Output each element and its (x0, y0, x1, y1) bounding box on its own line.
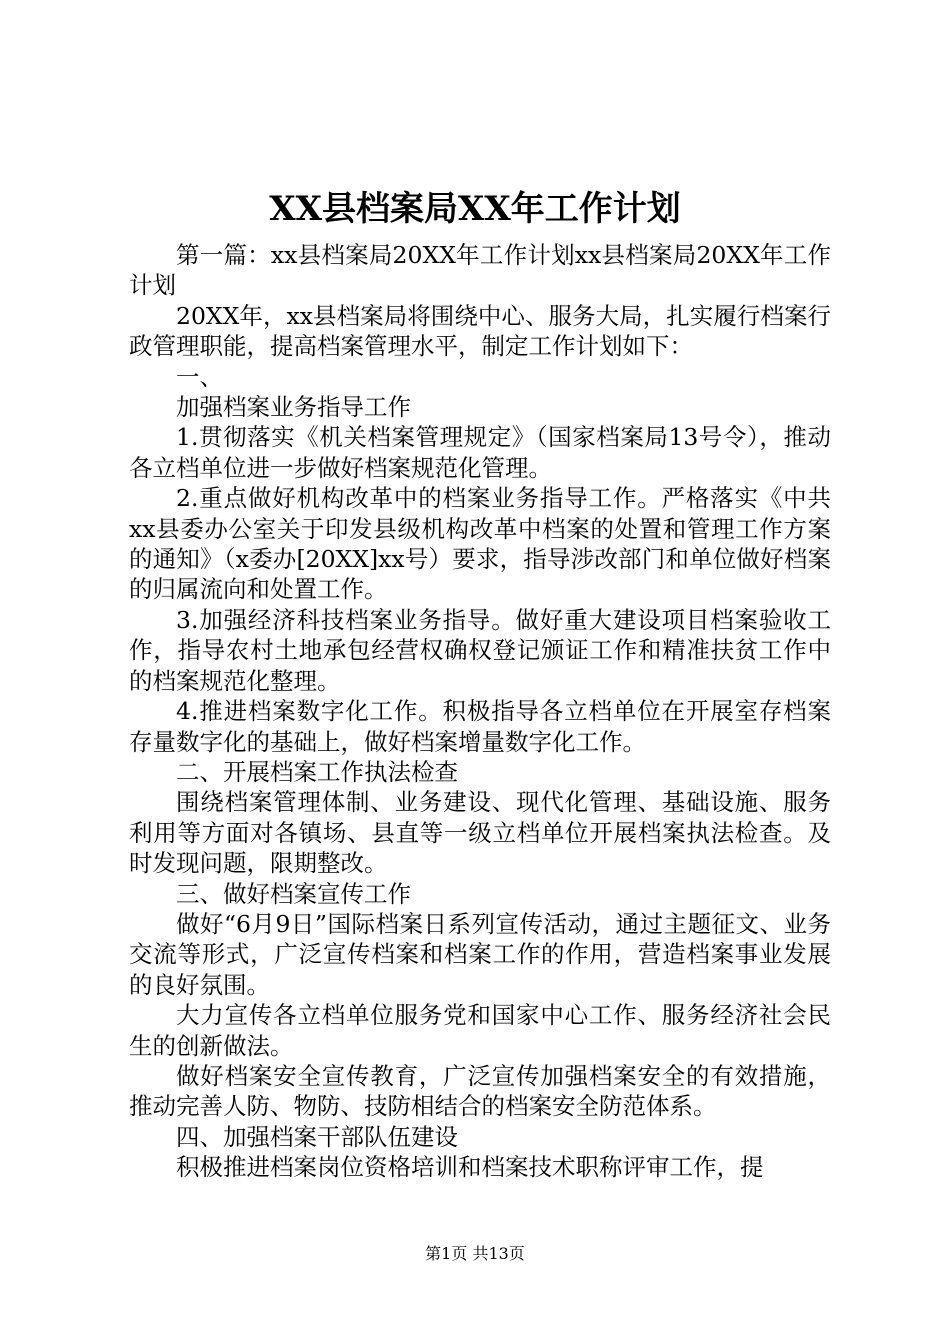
paragraph: 积极推进档案岗位资格培训和档案技术职称评审工作，提 (176, 1153, 764, 1182)
paragraph: 做好“6月9日”国际档案日系列宣传活动，通过主题征文、业务交流等形式，广泛宣传档案和档案工作的作用，营造档案事业发展的良好氛围。 (129, 909, 831, 999)
document-title: XX县档案局XX年工作计划 (269, 189, 681, 229)
paragraph: 第一篇：xx县档案局20XX年工作计划xx县档案局20XX年工作计划 (129, 241, 831, 300)
document-body (129, 240, 831, 1183)
paragraph: 做好档案安全宣传教育，广泛宣传加强档案安全的有效措施，推动完善人防、物防、技防相结合的档案安全防范体系。 (129, 1061, 831, 1121)
section-heading: 二、开展档案工作执法检查 (176, 757, 458, 786)
paragraph: 20XX年，xx县档案局将围绕中心、服务大局，扎实履行档案行政管理职能，提高档案管理水平，制定工作计划如下： (129, 301, 831, 361)
section-heading: 加强档案业务指导工作 (176, 393, 411, 422)
section-heading: 四、加强档案干部队伍建设 (176, 1122, 458, 1151)
paragraph: 4.推进档案数字化工作。积极指导各立档单位在开展室存档案存量数字化的基础上，做好档案增量数字化工作。 (129, 697, 831, 756)
paragraph: 2.重点做好机构改革中的档案业务指导工作。严格落实《中共xx县委办公室关于印发县级机构改革中档案的处置和管理工作方案的通知》（x委办[20XX]xx号）要求，指导涉改部门和单位做好档案的归属流向和处置工作。 (129, 484, 831, 604)
paragraph: 大力宣传各立档单位服务党和国家中心工作、服务经济社会民生的创新做法。 (129, 1001, 831, 1060)
section-heading: 三、做好档案宣传工作 (176, 879, 411, 908)
paragraph: 1.贯彻落实《机关档案管理规定》（国家档案局13号令），推动各立档单位进一步做好档案规范化管理。 (129, 423, 831, 482)
page-number-footer: 第1页 共13页 (425, 1244, 525, 1263)
section-heading: 一、 (176, 362, 223, 391)
paragraph: 3.加强经济科技档案业务指导。做好重大建设项目档案验收工作，指导农村土地承包经营权确权登记颁证工作和精准扶贫工作中的档案规范化整理。 (129, 605, 831, 695)
paragraph: 围绕档案管理体制、业务建设、现代化管理、基础设施、服务利用等方面对各镇场、县直等一级立档单位开展档案执法检查。及时发现问题，限期整改。 (129, 788, 831, 878)
